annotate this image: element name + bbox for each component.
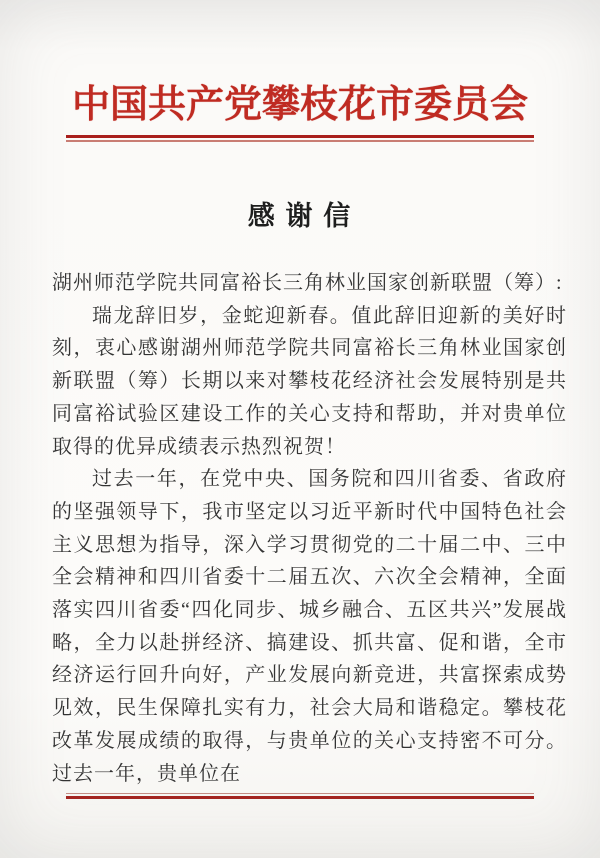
letterhead xyxy=(0,84,600,142)
letter-body xyxy=(52,267,567,790)
paragraph-review: 过去一年，在党中央、国务院和四川省委、省政府的坚强领导下，我市坚定以习近平新时代中国特色社会主义思想为指导，深入学习贯彻党的二十届二中、三中全会精神和四川省委十二届五次、六次全会精神，全面落实四川省委“四化同步、城乡融合、五区共兴”发展战略，全力以赴拼经济、搞建设、抓共富、促和谐，全市经济运行回升向好，产业发展向新竞进，共富探索成势见效，民生保障扎实有力，社会大局和谐稳定。攀枝花改革发展成绩的取得，与贵单位的关心支持密不可分。过去一年，贵单位在 xyxy=(52,468,567,785)
letter-title: 感 谢 信 xyxy=(247,201,353,231)
org-name: 中国共产党攀枝花市委员会 xyxy=(71,84,528,126)
letterhead-double-rule xyxy=(66,135,534,142)
footer-double-rule xyxy=(66,793,534,799)
paragraph-greeting: 瑞龙辞旧岁，金蛇迎新春。值此辞旧迎新的美好时刻，衷心感谢湖州师范学院共同富裕长三角林业国家创新联盟（筹）长期以来对攀枝花经济社会发展特别是共同富裕试验区建设工作的关心支持和帮助，并对贵单位取得的优异成绩表示热烈祝贺！ xyxy=(52,304,567,458)
salutation: 湖州师范学院共同富裕长三角林业国家创新联盟（筹）: xyxy=(52,272,563,294)
letter-content xyxy=(0,198,600,790)
